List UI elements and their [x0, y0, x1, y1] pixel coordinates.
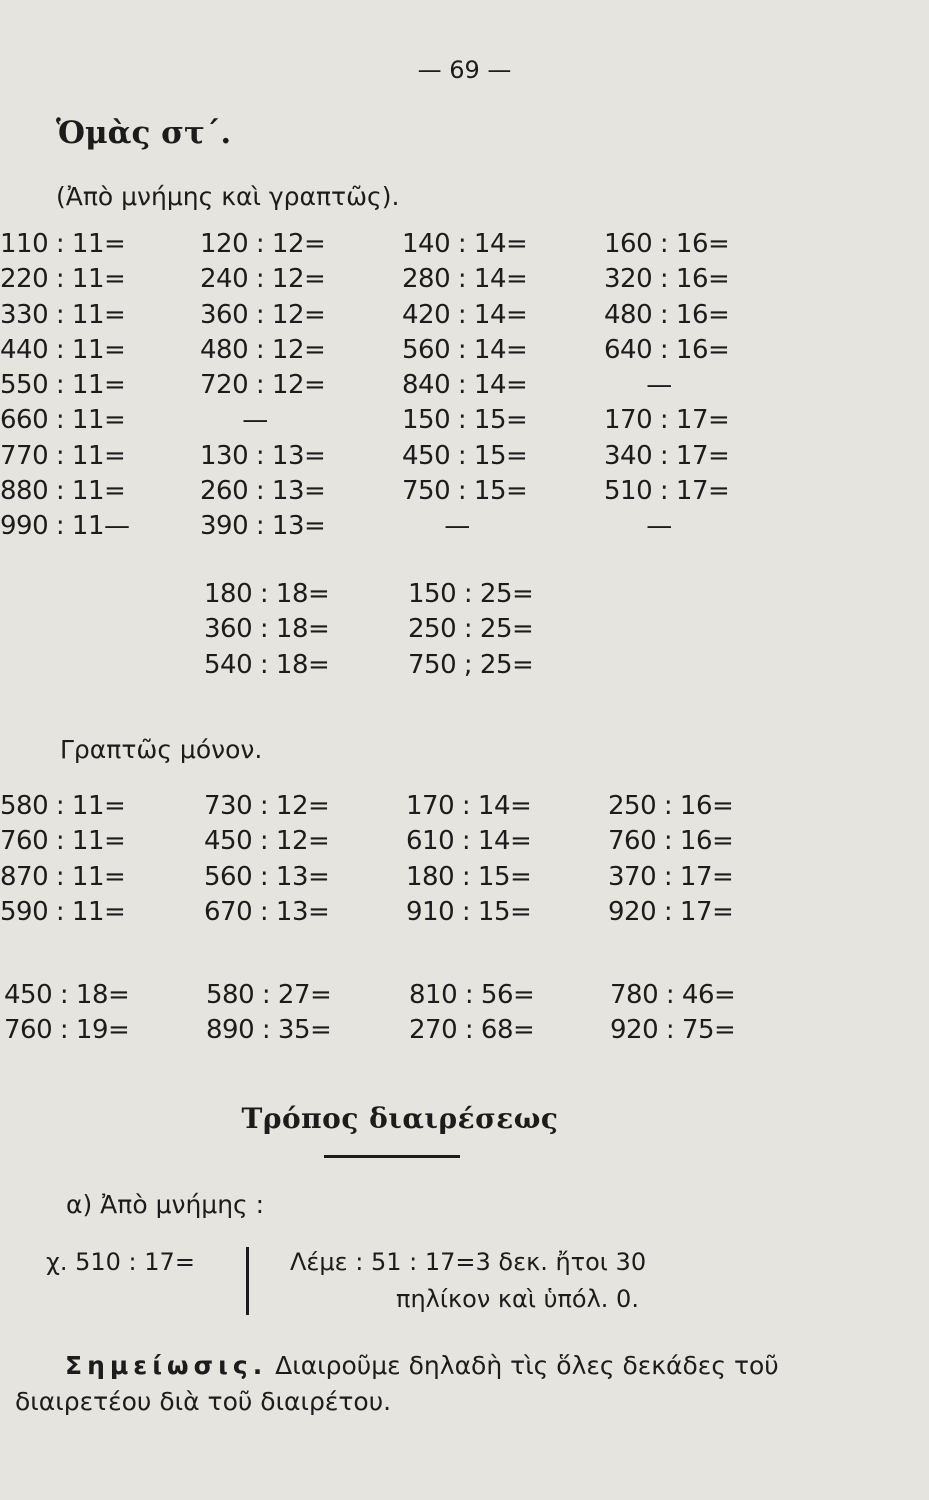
exercise: 130 : 13= [200, 440, 326, 471]
exercise: 450 : 18= [4, 980, 130, 1010]
exercise: 780 : 46= [610, 980, 736, 1010]
block3-col1 [0, 789, 125, 930]
exercise: 150 : 15= [402, 405, 528, 436]
exercise: 120 : 12= [200, 229, 326, 259]
block2-col3 [408, 577, 533, 683]
exercise: 910 : 15= [406, 896, 532, 927]
exercise: 180 : 15= [406, 861, 532, 892]
section-title: Ὁμὰς στ΄. [56, 115, 232, 151]
exercise: 540 : 18= [204, 649, 330, 680]
exercise: 890 : 35= [206, 1015, 332, 1046]
block2-col2 [204, 577, 329, 683]
block4-col4 [610, 978, 735, 1049]
exercise: 510 : 17= [604, 476, 730, 507]
exercise: 260 : 13= [200, 476, 326, 507]
exercise: 580 : 27= [206, 980, 332, 1010]
separator-dash: — [444, 511, 470, 542]
exercise: 270 : 68= [409, 1015, 535, 1046]
exercise: 220 : 11= [0, 264, 126, 295]
exercise: 480 : 16= [604, 299, 730, 330]
exercise: 440 : 11= [0, 334, 126, 365]
exercise: 340 : 17= [604, 440, 730, 471]
example-divider [246, 1247, 249, 1315]
exercise: 450 : 12= [204, 826, 330, 857]
exercise: 760 : 11= [0, 826, 126, 857]
exercise: 580 : 11= [0, 791, 126, 821]
exercise: 420 : 14= [402, 299, 528, 330]
exercise: 840 : 14= [402, 370, 528, 401]
exercise: 170 : 17= [604, 405, 730, 436]
exercise: 920 : 75= [610, 1015, 736, 1046]
exercise: 320 : 16= [604, 264, 730, 295]
separator-dash: — [646, 370, 672, 401]
example-explanation-line1: Λέμε : 51 : 17=3 δεκ. ἤτοι 30 [290, 1248, 647, 1276]
block4-col3 [409, 978, 534, 1049]
exercise: 760 : 19= [4, 1015, 130, 1046]
exercise: 450 : 15= [402, 440, 528, 471]
exercise: 590 : 11= [0, 896, 126, 927]
exercise: 150 : 25= [408, 579, 534, 609]
block1-col1 [0, 227, 130, 545]
block3-col4 [608, 789, 733, 930]
exercise: 730 : 12= [204, 791, 330, 821]
exercise: 480 : 12= [200, 334, 326, 365]
exercise: 870 : 11= [0, 861, 126, 892]
exercise: 640 : 16= [604, 334, 730, 365]
subtitle: (Ἀπὸ μνήμης καὶ γραπτῶς). [56, 182, 400, 211]
exercise: 110 : 11= [0, 229, 126, 259]
exercise: 750 : 15= [402, 476, 528, 507]
exercise: 990 : 11— [0, 511, 130, 542]
method-title: Τρόπος διαιρέσεως [241, 1102, 559, 1135]
exercise: 250 : 25= [408, 614, 534, 645]
separator-dash: — [646, 511, 672, 542]
exercise: 330 : 11= [0, 299, 126, 330]
exercise: 250 : 16= [608, 791, 734, 821]
block1-col3 [402, 227, 552, 545]
exercise: 750 ; 25= [408, 649, 534, 680]
exercise: 660 : 11= [0, 405, 126, 436]
memory-label: α) Ἀπὸ μνήμης : [66, 1190, 265, 1219]
block4-col2 [206, 978, 331, 1049]
written-only-label: Γραπτῶς μόνον. [60, 735, 263, 764]
block1-col2 [200, 227, 350, 545]
exercise: 880 : 11= [0, 476, 126, 507]
block3-col3 [406, 789, 531, 930]
exercise: 360 : 18= [204, 614, 330, 645]
page-number: — 69 — [417, 56, 512, 84]
exercise: 170 : 14= [406, 791, 532, 821]
exercise: 140 : 14= [402, 229, 528, 259]
exercise: 180 : 18= [204, 579, 330, 609]
exercise: 560 : 14= [402, 334, 528, 365]
exercise: 280 : 14= [402, 264, 528, 295]
block4-col1 [4, 978, 129, 1049]
exercise: 760 : 16= [608, 826, 734, 857]
title-underline [324, 1155, 460, 1158]
exercise: 370 : 17= [608, 861, 734, 892]
note-text: Διαιροῦμε δηλαδὴ τὶς ὅλες δεκάδες τοῦ διαιρετέου διὰ τοῦ διαιρέτου. [15, 1351, 779, 1416]
block1-col4 [604, 227, 754, 545]
exercise: 160 : 16= [604, 229, 730, 259]
exercise: 670 : 13= [204, 896, 330, 927]
exercise: 770 : 11= [0, 440, 126, 471]
note-paragraph [15, 1348, 815, 1420]
exercise: 390 : 13= [200, 511, 326, 542]
exercise: 810 : 56= [409, 980, 535, 1010]
exercise: 360 : 12= [200, 299, 326, 330]
example-explanation-line2: πηλίκον καὶ ὑπόλ. 0. [396, 1285, 639, 1313]
separator-dash: — [242, 405, 268, 436]
note-heading: Σημείωσις. [65, 1351, 268, 1380]
exercise: 560 : 13= [204, 861, 330, 892]
exercise: 610 : 14= [406, 826, 532, 857]
block3-col2 [204, 789, 329, 930]
exercise: 920 : 17= [608, 896, 734, 927]
example-division: χ. 510 : 17= [46, 1248, 195, 1276]
exercise: 240 : 12= [200, 264, 326, 295]
exercise: 720 : 12= [200, 370, 326, 401]
exercise: 550 : 11= [0, 370, 126, 401]
